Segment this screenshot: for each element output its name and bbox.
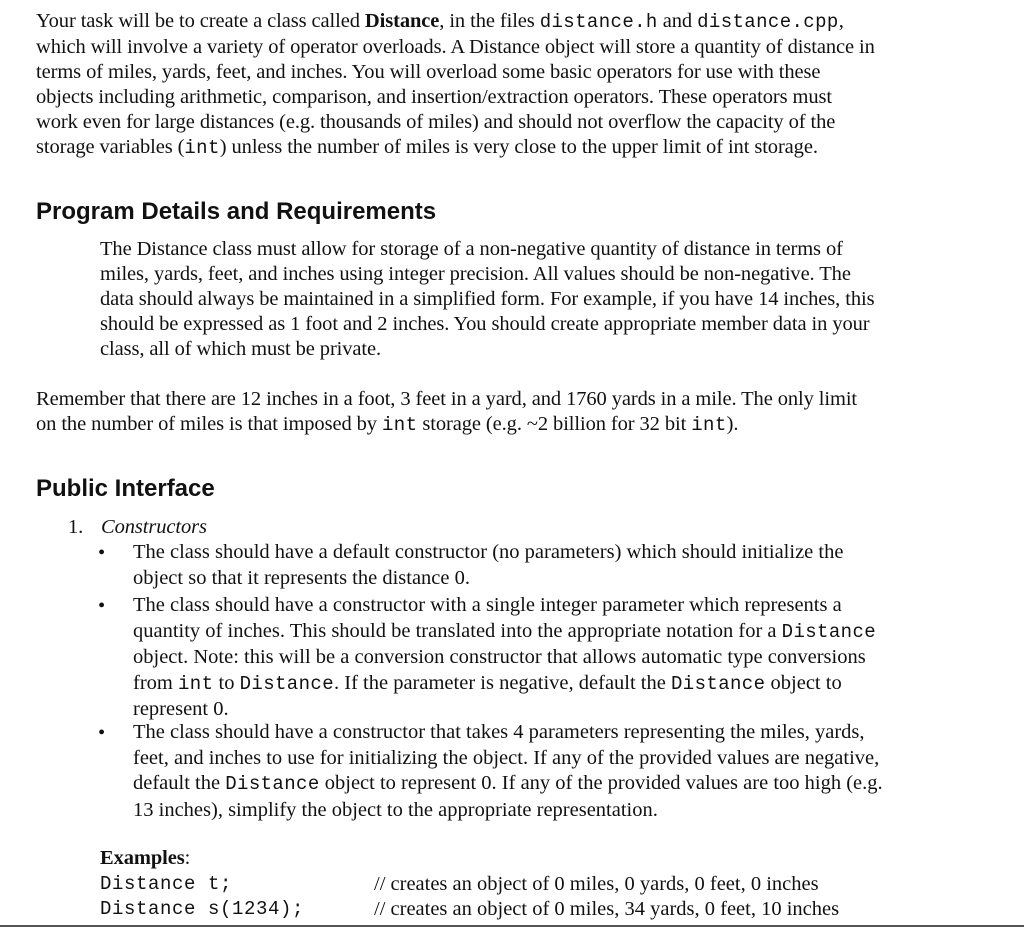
file-name-h: distance.h	[539, 11, 658, 33]
example-comment: // creates an object of 0 miles, 0 yards, 0 feet, 0 inches	[374, 873, 819, 895]
class-name-bold: Distance	[364, 10, 440, 32]
remember-paragraph	[36, 387, 857, 438]
intro-line-1: Your task will be to create a class called Distance, in the files distance.h and distance.cpp,	[36, 10, 844, 33]
list-item-number: 1.	[68, 516, 84, 538]
code-int: int	[691, 414, 727, 436]
code-distance: Distance	[239, 672, 335, 695]
remember-line-1: Remember that there are 12 inches in a foot, 3 feet in a yard, and 1760 yards in a mile. The only limit	[36, 388, 858, 410]
code-distance: Distance	[781, 620, 877, 643]
page-bottom-divider	[0, 925, 1024, 927]
bullet-icon: •	[98, 722, 106, 744]
intro-line-3: terms of miles, yards, feet, and inches. You will overload some basic operators for use with these	[36, 61, 821, 83]
section-heading-program-details: Program Details and Requirements	[36, 198, 437, 225]
examples-label: Examples:	[100, 847, 191, 869]
details-paragraph	[100, 237, 874, 362]
file-name-cpp: distance.cpp	[697, 11, 839, 33]
intro-line-5: work even for large distances (e.g. thousands of miles) and should not overflow the capacity of the	[36, 111, 836, 133]
bullet-icon: •	[98, 595, 106, 617]
code-distance: Distance	[670, 672, 766, 695]
section-heading-public-interface: Public Interface	[36, 475, 215, 502]
details-line: miles, yards, feet, and inches using integer precision. All values should be non-negative. The	[100, 263, 851, 285]
intro-line-2: which will involve a variety of operator overloads. A Distance object will store a quantity of distance in	[36, 36, 875, 58]
code-int: int	[184, 137, 220, 159]
code-distance: Distance	[225, 773, 320, 795]
intro-line-4: objects including arithmetic, comparison, and insertion/extraction operators. These operators must	[36, 86, 832, 108]
bullet-four-param-constructor: The class should have a constructor that takes 4 parameters representing the miles, yards, feet, and inches to use for initializing the object. If any of the provided values are negative, default the Distance object to represent 0. If any of the provided values are too high (e.g. 13 inches), simplify the object to the appropriate representation.	[133, 721, 883, 821]
details-line: The Distance class must allow for storage of a non-negative quantity of distance in terms of	[100, 238, 843, 260]
code-int: int	[381, 414, 418, 436]
intro-paragraph	[36, 9, 875, 161]
example-code: Distance t;	[100, 873, 233, 895]
example-comment: // creates an object of 0 miles, 34 yards, 0 feet, 10 inches	[374, 898, 840, 920]
bullet-icon: •	[98, 542, 106, 564]
list-item-title-constructors: Constructors	[101, 516, 207, 538]
code-int: int	[177, 672, 214, 695]
bullet-conversion-constructor: The class should have a constructor with a single integer parameter which represents a quantity of inches. This should be translated into the appropriate notation for a Distance object. Note: this will be a conversion constructor that allows automatic type conversions from int to Distance. If the parameter is negative, default the Distance object to represent 0.	[133, 594, 877, 720]
example-code: Distance s(1234);	[100, 898, 305, 920]
details-line: data should always be maintained in a simplified form. For example, if you have 14 inches, this	[100, 288, 875, 310]
details-line: should be expressed as 1 foot and 2 inches. You should create appropriate member data in your	[100, 313, 870, 335]
details-line: class, all of which must be private.	[100, 338, 382, 360]
remember-line-2: on the number of miles is that imposed by int storage (e.g. ~2 billion for 32 bit int).	[36, 413, 739, 436]
bullet-default-constructor: The class should have a default constructor (no parameters) which should initialize the object so that it represents the distance 0.	[133, 541, 844, 589]
intro-line-6: storage variables (int) unless the number of miles is very close to the upper limit of int storage.	[36, 136, 818, 159]
